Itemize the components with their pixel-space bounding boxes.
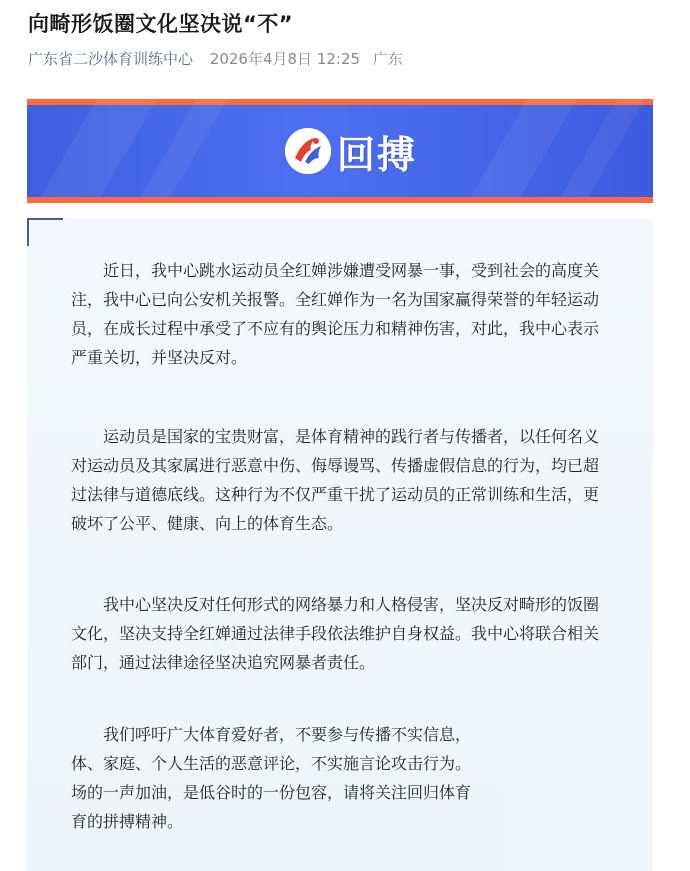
banner-logo <box>285 121 417 181</box>
paragraph-line: 过法律与道德底线。这种行为不仅严重干扰了运动员的正常训练和生活，更 <box>71 485 600 504</box>
statement-card <box>27 218 653 871</box>
paragraph-line: 近日，我中心跳水运动员全红婵涉嫌遭受网暴一事，受到社会的高度关 <box>103 261 600 280</box>
paragraph-line: 严重关切，并坚决反对。 <box>71 348 248 367</box>
banner-stripe <box>557 99 645 203</box>
paragraph-2 <box>71 422 631 538</box>
paragraph-line: 体、家庭、个人生活的恶意评论，不实施言论攻击行为。 <box>71 754 472 773</box>
paragraph-line: 员，在成长过程中承受了不应有的舆论压力和精神伤害，对此，我中心表示 <box>71 319 600 338</box>
paragraph-line: 运动员是国家的宝贵财富，是体育精神的践行者与传播者，以任何名义 <box>103 427 600 446</box>
account-name-link[interactable]: 广东省二沙体育训练中心 <box>28 50 194 68</box>
article-meta <box>28 48 403 69</box>
logo-emblem-icon <box>285 128 331 174</box>
paragraph-line: 注，我中心已向公安机关报警。全红婵作为一名为国家赢得荣誉的年轻运动 <box>71 290 600 309</box>
article-title: 向畸形饭圈文化坚决说“不” <box>28 12 294 36</box>
paragraph-3 <box>71 590 631 677</box>
banner-stripe <box>467 99 577 203</box>
publish-date: 2026年4月8日 12:25 <box>209 50 361 68</box>
corner-bracket-decoration <box>27 218 63 246</box>
paragraph-line: 部门，通过法律途径坚决追究网暴者责任。 <box>71 653 376 672</box>
banner-logo-text: 回搏 <box>337 132 418 177</box>
paragraph-line: 破坏了公平、健康、向上的体育生态。 <box>71 514 344 533</box>
paragraph-line: 场的一声加油，是低谷时的一份包容，请将关注回归体育 <box>71 783 472 802</box>
cropped-fade-overlay <box>479 713 653 871</box>
paragraph-line: 文化，坚决支持全红婵通过法律手段依法维护自身权益。我中心将联合相关 <box>71 624 600 643</box>
paragraph-1 <box>71 256 631 372</box>
paragraph-line: 对运动员及其家属进行恶意中伤、侮辱谩骂、传播虚假信息的行为，均已超 <box>71 456 600 475</box>
publish-location: 广东 <box>372 50 403 68</box>
paragraph-line: 育的拼搏精神。 <box>71 812 184 831</box>
header-banner <box>27 99 653 203</box>
paragraph-line: 我中心坚决反对任何形式的网络暴力和人格侵害，坚决反对畸形的饭圈 <box>103 595 600 614</box>
banner-stripe <box>37 99 157 203</box>
banner-accent-bottom <box>27 197 653 203</box>
paragraph-line: 我们呼吁广大体育爱好者，不要参与传播不实信息， <box>103 725 472 744</box>
banner-stripe <box>137 99 227 203</box>
